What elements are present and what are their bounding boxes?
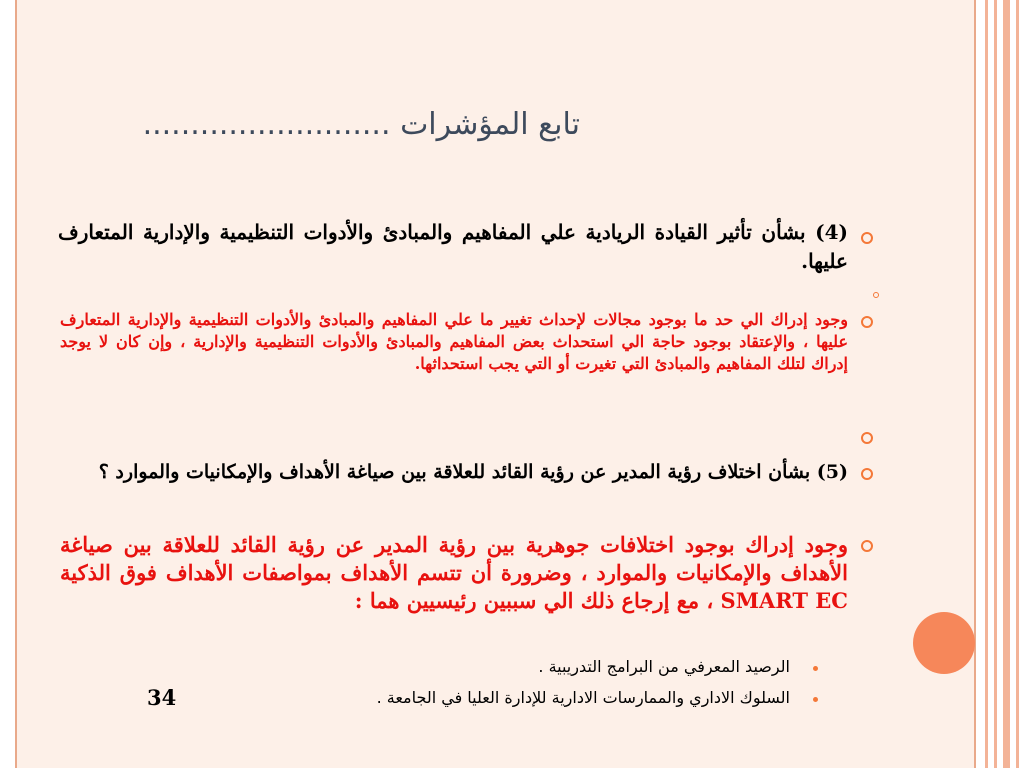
bullet-icon bbox=[861, 540, 873, 552]
paragraph-5-question: (5) بشأن اختلاف رؤية المدير عن رؤية القائد للعلاقة بين صياغة الأهداف والإمكانيات والموارد ؟ bbox=[98, 461, 848, 483]
paragraph-4-answer: وجود إدراك الي حد ما بوجود مجالات لإحداث تغيير ما علي المفاهيم والمبادئ والأدوات التنظيمية والإدارية المتعارف عليها ، والإعتقاد بوجود حاجة الي استحداث بعض المفاهيم والمبادئ والأدوات التنظيمية والإدارية ، وإن كان لا يوجد إدراك لتلك المفاهيم والمبادئ التي تغيرت أو التي يجب استحداثها. bbox=[60, 310, 848, 373]
decorative-stripe bbox=[1003, 0, 1010, 768]
page-number: 34 bbox=[147, 685, 177, 710]
sub-item-management-behavior: السلوك الاداري والممارسات الادارية للإدارة العليا في الجامعة . bbox=[376, 688, 790, 707]
decorative-stripe bbox=[994, 0, 997, 768]
bullet-icon bbox=[861, 316, 873, 328]
decorative-stripe bbox=[985, 0, 988, 768]
bullet-icon bbox=[861, 432, 873, 444]
small-bullet-icon bbox=[873, 292, 879, 298]
smart-ec-label: SMART EC bbox=[720, 588, 848, 613]
dot-icon bbox=[813, 666, 818, 671]
paragraph-5-answer bbox=[60, 531, 848, 615]
title-text: تابع المؤشرات bbox=[400, 107, 580, 142]
paragraph-5-answer-part1: وجود إدراك بوجود اختلافات جوهرية بين رؤية المدير عن رؤية القائد للعلاقة بين صياغة الأهداف والإمكانيات والموارد ، وضرورة أن تتسم الأهداف بمواصفات الأهداف فوق الذكية bbox=[60, 532, 848, 585]
dot-icon bbox=[813, 697, 818, 702]
decorative-circle-icon bbox=[913, 612, 975, 674]
bullet-icon bbox=[861, 232, 873, 244]
sub-item-knowledge: الرصيد المعرفي من البرامج التدريبية . bbox=[538, 657, 790, 676]
decorative-stripe bbox=[1016, 0, 1019, 768]
paragraph-5-answer-part2: ، مع إرجاع ذلك الي سببين رئيسيين هما : bbox=[354, 588, 714, 613]
title-dots: .......................... bbox=[142, 107, 391, 142]
paragraph-4-question: (4) بشأن تأثير القيادة الريادية علي المفاهيم والمبادئ والأدوات التنظيمية والإدارية المتعارف عليها. bbox=[58, 220, 848, 273]
slide-title bbox=[60, 105, 580, 145]
bullet-icon bbox=[861, 468, 873, 480]
